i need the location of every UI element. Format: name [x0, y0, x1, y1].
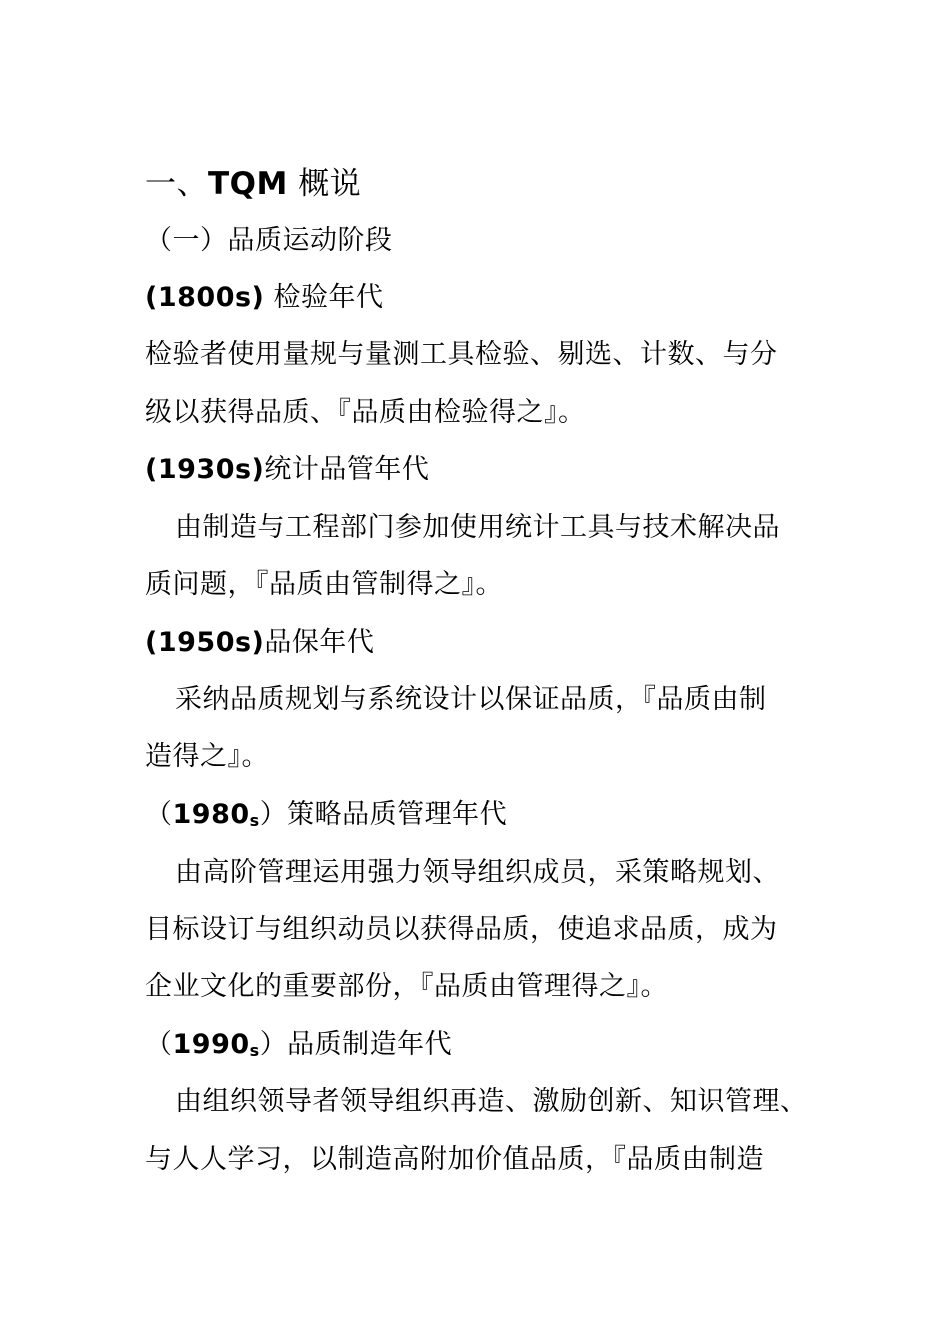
- era-year-1980s: 1980: [172, 799, 250, 830]
- era-1980s-body-line-1: 由高阶管理运用强力领导组织成员，采策略规划、: [175, 857, 780, 888]
- era-name-1990s: ）品质制造年代: [259, 1029, 453, 1060]
- era-year-1800s: (1800s): [145, 282, 265, 313]
- era-year-suffix-1980s: s: [249, 811, 260, 830]
- era-1990s-body-line-2: 与人人学习，以制造高附加价值品质，『品质由制造: [145, 1144, 764, 1175]
- era-open-paren-1990s: （: [145, 1029, 173, 1060]
- era-heading-1990s: [145, 1028, 452, 1068]
- era-open-paren-1980s: （: [145, 799, 173, 830]
- era-1930s-body-line-2: 质问题，『品质由管制得之』。: [145, 569, 503, 600]
- document-heading: [145, 164, 361, 204]
- era-1980s-body-line-3: 企业文化的重要部份，『品质由管理得之』。: [145, 971, 668, 1002]
- era-heading-1930s: [145, 453, 429, 487]
- heading-acronym: TQM: [208, 166, 288, 202]
- heading-prefix: 一、: [145, 166, 208, 202]
- era-1800s-body-line-1: 检验者使用量规与量测工具检验、剔选、计数、与分: [145, 339, 778, 370]
- era-1800s-body-line-2: 级以获得品质、『品质由检验得之』。: [145, 397, 586, 428]
- era-name-1980s: ）策略品质管理年代: [259, 799, 508, 830]
- era-1990s-body-line-1: 由组织领导者领导组织再造、激励创新、知识管理、: [175, 1086, 808, 1117]
- era-year-suffix-1990s: s: [249, 1041, 260, 1060]
- section-title: （一）品质运动阶段: [145, 225, 393, 256]
- era-year-1990s: 1990: [172, 1029, 250, 1060]
- era-1950s-body-line-2: 造得之』。: [145, 741, 269, 772]
- era-heading-1980s: [145, 798, 507, 838]
- era-heading-1800s: [145, 281, 384, 315]
- era-1930s-body-line-1: 由制造与工程部门参加使用统计工具与技术解决品: [175, 512, 780, 543]
- era-year-1950s: (1950s): [145, 627, 265, 658]
- era-heading-1950s: [145, 626, 374, 660]
- era-name-1930s: 统计品管年代: [264, 454, 430, 485]
- era-1950s-body-line-1: 采纳品质规划与系统设计以保证品质，『品质由制: [175, 684, 767, 715]
- heading-text: 概说: [287, 166, 362, 202]
- era-name-1800s: 检验年代: [264, 282, 384, 313]
- era-year-1930s: (1930s): [145, 454, 265, 485]
- era-1980s-body-line-2: 目标设订与组织动员以获得品质，使追求品质，成为: [145, 914, 778, 945]
- era-name-1950s: 品保年代: [264, 627, 375, 658]
